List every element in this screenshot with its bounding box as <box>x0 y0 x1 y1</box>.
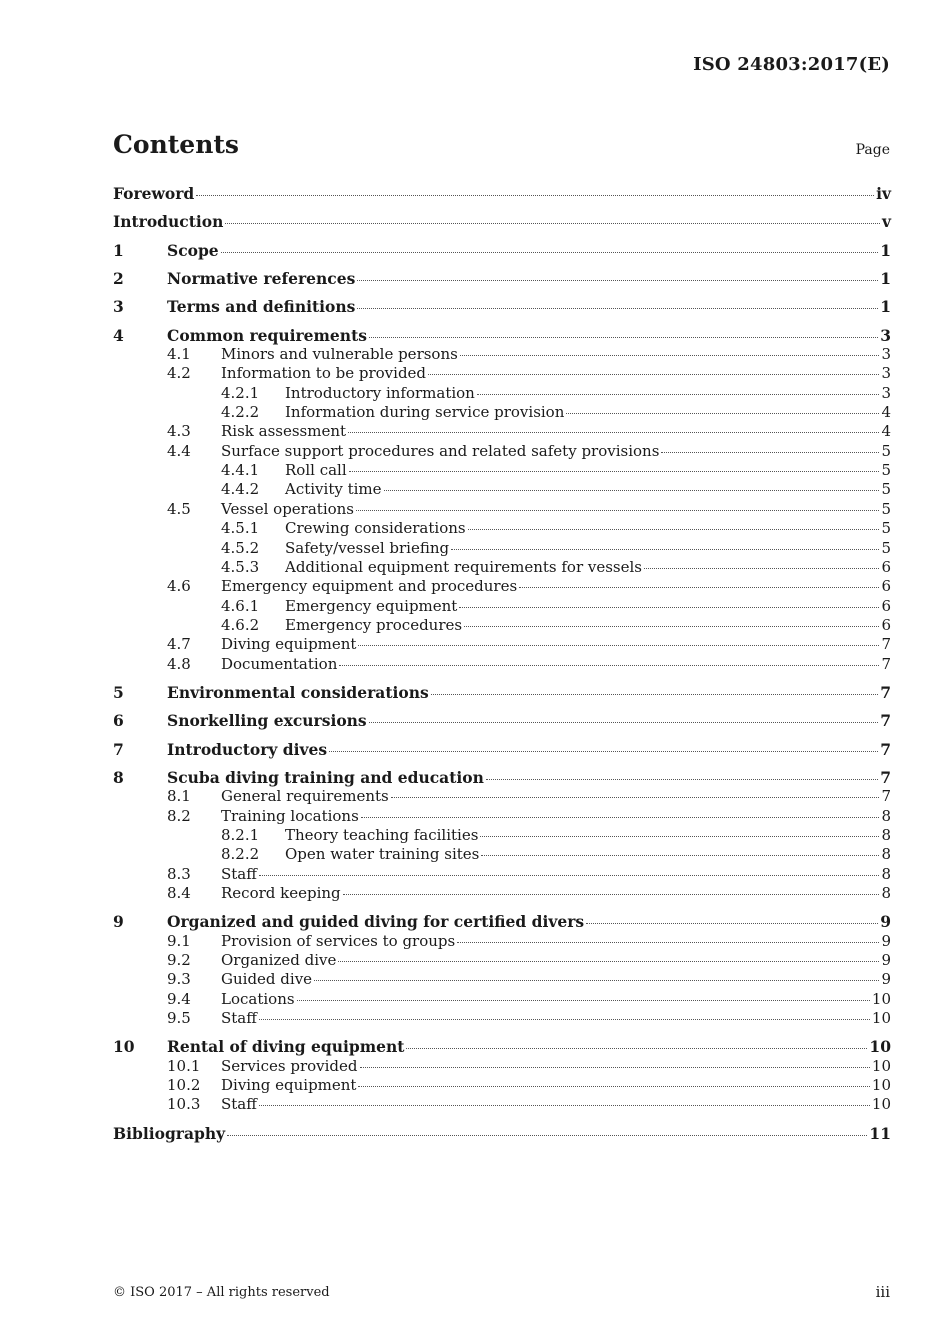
toc-entry[interactable] <box>113 865 891 884</box>
table-of-contents <box>113 184 891 1143</box>
toc-entry-number: 4 <box>113 325 124 345</box>
toc-entry[interactable] <box>113 951 891 970</box>
dot-leader <box>338 960 879 962</box>
toc-entry-number: 8.2 <box>167 806 191 825</box>
toc-entry-page[interactable]: 10 <box>869 1037 891 1057</box>
toc-entry-page[interactable]: 4 <box>881 422 891 441</box>
toc-entry-title[interactable]: Emergency procedures <box>285 615 463 634</box>
toc-entry-title[interactable]: Snorkelling excursions <box>167 711 367 731</box>
toc-entry-title[interactable]: Terms and definitions <box>167 297 356 317</box>
toc-entry-page[interactable]: 3 <box>881 364 891 383</box>
toc-entry-page[interactable]: 7 <box>880 682 891 702</box>
toc-entry-title[interactable]: Crewing considerations <box>285 519 466 538</box>
toc-entry-page[interactable]: 1 <box>880 269 891 289</box>
dot-leader <box>356 509 879 511</box>
toc-entry[interactable] <box>113 442 891 461</box>
toc-entry-title[interactable]: Record keeping <box>221 884 341 902</box>
dot-leader <box>468 528 880 530</box>
toc-entry[interactable] <box>113 345 891 364</box>
toc-entry-number: 8 <box>113 767 124 787</box>
toc-entry-page[interactable]: 8 <box>881 864 891 883</box>
toc-entry-number: 4.5 <box>167 499 191 518</box>
dot-leader <box>369 721 879 723</box>
toc-entry-number: 10.1 <box>167 1056 201 1075</box>
toc-entry[interactable] <box>113 787 891 806</box>
dot-leader <box>221 251 879 253</box>
toc-entry[interactable] <box>113 364 891 383</box>
dot-leader <box>384 489 880 491</box>
dot-leader <box>519 586 879 588</box>
toc-entry-number: 4.6.2 <box>221 615 260 634</box>
dot-leader <box>431 693 878 695</box>
toc-entry-page[interactable]: 6 <box>881 615 891 634</box>
toc-entry[interactable] <box>113 384 891 403</box>
dot-leader <box>661 451 879 453</box>
toc-entry[interactable] <box>113 241 891 260</box>
toc-entry[interactable] <box>113 1009 891 1028</box>
dot-leader <box>314 979 879 981</box>
dot-leader <box>480 835 879 837</box>
toc-entry-title[interactable]: Rental of diving equipment <box>167 1037 405 1057</box>
toc-entry[interactable] <box>113 616 891 635</box>
toc-entry[interactable] <box>113 1037 891 1056</box>
dot-leader <box>586 922 878 924</box>
dot-leader <box>369 336 878 338</box>
toc-entry-page[interactable]: 6 <box>881 577 891 596</box>
toc-entry-page[interactable]: 1 <box>880 240 891 260</box>
dot-leader <box>225 222 880 224</box>
toc-entry-page[interactable]: 9 <box>881 951 891 970</box>
toc-entry-title[interactable]: Common requirements <box>167 325 367 345</box>
dot-leader <box>357 279 878 281</box>
toc-entry-title[interactable]: Foreword <box>113 184 195 203</box>
dot-leader <box>343 893 880 895</box>
dot-leader <box>477 393 880 395</box>
toc-entry-number: 8.1 <box>167 787 191 806</box>
toc-entry-number: 8.2.2 <box>221 845 260 864</box>
toc-entry-number: 9 <box>113 912 124 932</box>
toc-entry-number: 4.3 <box>167 422 191 441</box>
dot-leader <box>428 373 879 375</box>
toc-entry-page[interactable]: 10 <box>871 989 891 1008</box>
toc-entry-page[interactable]: 10 <box>871 1076 891 1095</box>
dot-leader <box>566 412 879 414</box>
toc-entry[interactable] <box>113 635 891 654</box>
toc-entry-title[interactable]: Open water training sites <box>285 845 480 864</box>
toc-entry[interactable] <box>113 884 891 903</box>
toc-entry-number: 10.2 <box>167 1076 201 1095</box>
toc-entry-page[interactable]: 9 <box>881 970 891 989</box>
dot-leader <box>457 941 879 943</box>
dot-leader <box>360 1066 870 1068</box>
toc-entry-title[interactable]: Information during service provision <box>285 403 565 422</box>
toc-entry[interactable] <box>113 826 891 845</box>
toc-entry-title[interactable]: Diving equipment <box>221 635 357 654</box>
toc-entry[interactable] <box>113 539 891 558</box>
toc-entry-page[interactable]: 3 <box>881 383 891 402</box>
toc-entry-page[interactable]: 8 <box>881 806 891 825</box>
toc-entry-title[interactable]: Scope <box>167 240 219 260</box>
toc-entry-number: 4.5.3 <box>221 557 260 576</box>
toc-entry[interactable] <box>113 683 891 702</box>
toc-entry-number: 4.5.2 <box>221 538 260 557</box>
toc-entry[interactable] <box>113 597 891 616</box>
toc-entry-number: 7 <box>113 739 124 759</box>
toc-entry[interactable] <box>113 711 891 730</box>
toc-entry-number: 8.2.1 <box>221 825 260 844</box>
toc-entry-page[interactable]: 5 <box>881 441 891 460</box>
toc-entry-page[interactable]: 10 <box>871 1095 891 1114</box>
toc-entry-page[interactable]: v <box>881 212 891 232</box>
page-number: iii <box>875 1283 890 1301</box>
toc-entry-number: 10 <box>113 1037 135 1057</box>
toc-entry[interactable] <box>113 1124 891 1143</box>
toc-entry-title[interactable]: Environmental considerations <box>167 682 429 702</box>
dot-leader <box>406 1047 867 1049</box>
toc-entry-page[interactable]: 6 <box>881 596 891 615</box>
dot-leader <box>339 664 879 666</box>
toc-entry[interactable] <box>113 403 891 422</box>
toc-entry-number: 4.4.1 <box>221 461 260 480</box>
toc-entry-title[interactable]: Staff <box>221 864 257 883</box>
toc-entry[interactable] <box>113 845 891 864</box>
dot-leader <box>358 1085 869 1087</box>
toc-entry-page[interactable]: 7 <box>880 767 891 787</box>
toc-entry-page[interactable]: 7 <box>881 654 891 673</box>
toc-entry-title[interactable]: Additional equipment requirements for vessels <box>285 557 643 576</box>
toc-entry[interactable] <box>113 932 891 951</box>
toc-entry-title[interactable]: Documentation <box>221 654 338 673</box>
dot-leader <box>329 750 878 752</box>
toc-entry-number: 4.2 <box>167 364 191 383</box>
toc-entry[interactable] <box>113 297 891 316</box>
toc-entry-title[interactable]: Bibliography <box>113 1123 226 1143</box>
document-id: ISO 24803:2017(E) <box>693 54 890 75</box>
toc-entry-number: 4.5.1 <box>221 519 260 538</box>
toc-entry-title[interactable]: Normative references <box>167 269 356 289</box>
toc-entry-number: 4.7 <box>167 635 191 654</box>
toc-entry-number: 3 <box>113 297 124 317</box>
toc-entry-page[interactable]: 8 <box>881 884 891 902</box>
dot-leader <box>358 644 879 646</box>
toc-entry[interactable] <box>113 500 891 519</box>
toc-entry-number: 4.2.1 <box>221 383 260 402</box>
toc-entry-page[interactable]: 4 <box>881 403 891 422</box>
toc-entry-page[interactable]: 7 <box>881 787 891 806</box>
dot-leader <box>259 1018 870 1020</box>
toc-entry-title[interactable]: Theory teaching facilities <box>285 825 479 844</box>
dot-leader <box>481 854 879 856</box>
toc-entry-title[interactable]: Provision of services to groups <box>221 931 456 950</box>
dot-leader <box>391 796 880 798</box>
dot-leader <box>227 1134 867 1136</box>
toc-entry-number: 4.2.2 <box>221 403 260 422</box>
toc-entry[interactable] <box>113 558 891 577</box>
toc-entry[interactable] <box>113 519 891 538</box>
copyright-notice: © ISO 2017 – All rights reserved <box>113 1285 330 1300</box>
toc-entry-title[interactable]: Organized dive <box>221 951 337 970</box>
toc-entry-number: 9.5 <box>167 1009 191 1028</box>
toc-entry-number: 10.3 <box>167 1095 201 1114</box>
toc-entry-page[interactable]: 9 <box>880 912 891 932</box>
toc-entry-title[interactable]: Safety/vessel briefing <box>285 538 450 557</box>
toc-entry-number: 9.4 <box>167 989 191 1008</box>
toc-entry-title[interactable]: Scuba diving training and education <box>167 767 484 787</box>
toc-entry-title[interactable]: Vessel operations <box>221 499 355 518</box>
toc-entry-page[interactable]: 10 <box>871 1056 891 1075</box>
toc-entry-title[interactable]: Minors and vulnerable persons <box>221 345 458 364</box>
toc-entry-number: 9.3 <box>167 970 191 989</box>
toc-entry-page[interactable]: 11 <box>869 1123 891 1143</box>
toc-entry-number: 4.6 <box>167 577 191 596</box>
toc-entry[interactable] <box>113 768 891 787</box>
toc-entry-title[interactable]: Organized and guided diving for certified divers <box>167 912 585 932</box>
toc-entry[interactable] <box>113 970 891 989</box>
toc-entry-page[interactable]: 5 <box>881 480 891 499</box>
dot-leader <box>259 1104 870 1106</box>
toc-entry[interactable] <box>113 807 891 826</box>
toc-entry-page[interactable]: 9 <box>881 931 891 950</box>
toc-entry-title[interactable]: Emergency equipment and procedures <box>221 577 518 596</box>
dot-leader <box>259 874 880 876</box>
toc-entry-number: 6 <box>113 711 124 731</box>
toc-entry-title[interactable]: Locations <box>221 989 295 1008</box>
toc-entry-page[interactable]: 3 <box>881 345 891 364</box>
dot-leader <box>486 778 878 780</box>
toc-entry-page[interactable]: 1 <box>880 297 891 317</box>
toc-entry[interactable] <box>113 740 891 759</box>
dot-leader <box>361 816 880 818</box>
toc-entry[interactable] <box>113 461 891 480</box>
toc-entry-number: 4.8 <box>167 654 191 673</box>
toc-entry-title[interactable]: Activity time <box>285 480 382 499</box>
toc-entry-page[interactable]: 8 <box>881 825 891 844</box>
dot-leader <box>464 625 879 627</box>
toc-entry-page[interactable]: 8 <box>881 845 891 864</box>
toc-entry-page[interactable]: 7 <box>880 739 891 759</box>
toc-entry-title[interactable]: Surface support procedures and related safety provisions <box>221 441 660 460</box>
dot-leader <box>357 307 878 309</box>
toc-entry-title[interactable]: Risk assessment <box>221 422 347 441</box>
toc-entry-title[interactable]: Introductory information <box>285 383 475 402</box>
toc-entry-title[interactable]: Introductory dives <box>167 739 328 759</box>
toc-entry-title[interactable]: General requirements <box>221 787 389 806</box>
toc-entry-page[interactable]: 7 <box>881 635 891 654</box>
dot-leader <box>460 354 880 356</box>
toc-entry-title[interactable]: Staff <box>221 1009 257 1028</box>
toc-entry-title[interactable]: Introduction <box>113 212 224 232</box>
toc-entry[interactable] <box>113 1057 891 1076</box>
toc-entry-title[interactable]: Services provided <box>221 1056 358 1075</box>
toc-entry-number: 4.1 <box>167 345 191 364</box>
dot-leader <box>451 548 879 550</box>
toc-entry-page[interactable]: 5 <box>881 461 891 480</box>
toc-entry[interactable] <box>113 422 891 441</box>
toc-entry[interactable] <box>113 912 891 931</box>
dot-leader <box>297 999 870 1001</box>
page-title: Contents <box>113 130 240 159</box>
dot-leader <box>196 194 874 196</box>
toc-entry[interactable] <box>113 990 891 1009</box>
toc-entry-page[interactable]: 5 <box>881 538 891 557</box>
toc-entry-number: 4.4.2 <box>221 480 260 499</box>
toc-entry-number: 8.3 <box>167 864 191 883</box>
toc-entry-page[interactable]: 5 <box>881 519 891 538</box>
toc-entry-page[interactable]: 5 <box>881 499 891 518</box>
toc-entry-number: 9.1 <box>167 931 191 950</box>
toc-entry-page[interactable]: iv <box>876 184 891 203</box>
toc-entry-number: 8.4 <box>167 884 191 902</box>
toc-entry-page[interactable]: 10 <box>871 1009 891 1028</box>
toc-entry[interactable] <box>113 1095 891 1114</box>
toc-entry-page[interactable]: 7 <box>880 711 891 731</box>
toc-entry[interactable] <box>113 1076 891 1095</box>
toc-entry-number: 5 <box>113 682 124 702</box>
toc-entry-page[interactable]: 6 <box>881 557 891 576</box>
dot-leader <box>459 606 879 608</box>
dot-leader <box>644 567 879 569</box>
dot-leader <box>349 470 880 472</box>
toc-entry[interactable] <box>113 184 891 203</box>
toc-entry-number: 4.4 <box>167 441 191 460</box>
toc-entry[interactable] <box>113 212 891 231</box>
toc-entry-title[interactable]: Emergency equipment <box>285 596 458 615</box>
toc-entry[interactable] <box>113 577 891 596</box>
toc-entry-page[interactable]: 3 <box>880 325 891 345</box>
toc-entry-number: 1 <box>113 240 124 260</box>
toc-entry-number: 2 <box>113 269 124 289</box>
toc-entry[interactable] <box>113 655 891 674</box>
dot-leader <box>348 431 879 433</box>
toc-entry-number: 9.2 <box>167 951 191 970</box>
toc-entry-title[interactable]: Diving equipment <box>221 1076 357 1095</box>
toc-entry[interactable] <box>113 326 891 345</box>
toc-entry-title[interactable]: Information to be provided <box>221 364 427 383</box>
toc-entry[interactable] <box>113 480 891 499</box>
toc-entry-title[interactable]: Staff <box>221 1095 257 1114</box>
toc-entry-title[interactable]: Guided dive <box>221 970 313 989</box>
toc-entry-number: 4.6.1 <box>221 596 260 615</box>
toc-entry-title[interactable]: Training locations <box>221 806 359 825</box>
toc-entry[interactable] <box>113 269 891 288</box>
page-column-label: Page <box>855 142 890 158</box>
toc-entry-title[interactable]: Roll call <box>285 461 347 480</box>
